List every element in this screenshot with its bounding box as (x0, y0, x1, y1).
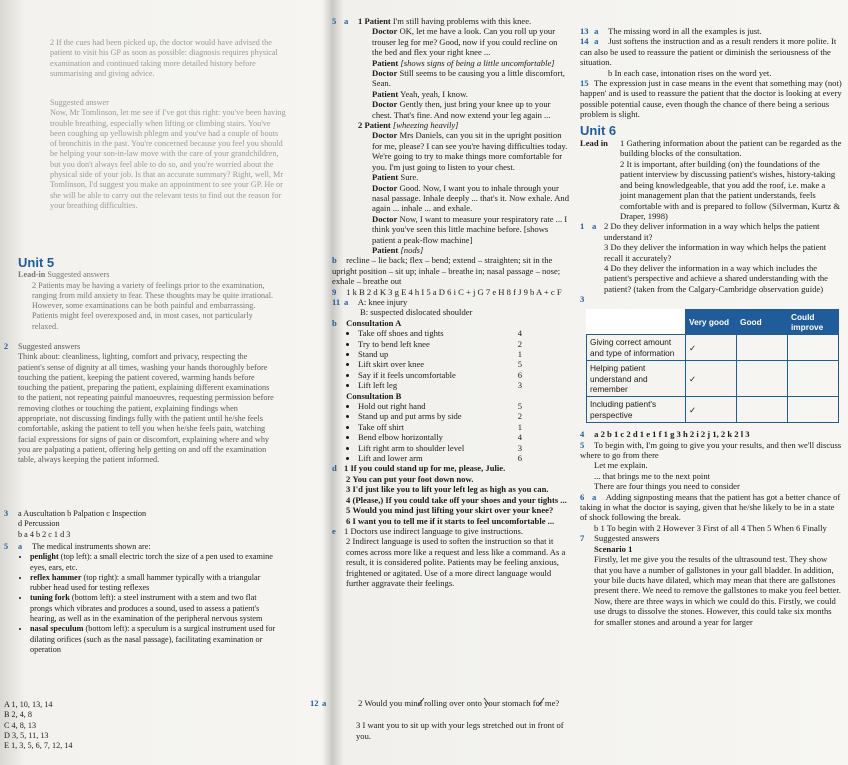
item-text: Would you mind just lifting your skirt over your knee? (352, 505, 554, 516)
exercise-text: A: knee injury (357, 296, 408, 307)
exercise-11 (332, 297, 570, 318)
exercises-13-15 (580, 26, 842, 627)
line-text: OK, let me have a look. Can you roll up your trouser leg for me? Good, now if you could recline on the bed and flex your right knee ... (372, 26, 558, 58)
list-item (358, 359, 570, 369)
step-text: • Take off shirt (358, 421, 405, 432)
exercise-sub: a (322, 698, 327, 708)
list-item (332, 516, 570, 526)
exercise-6 (580, 492, 842, 534)
list-item (332, 505, 570, 515)
list-item (332, 536, 570, 588)
unit5-section (18, 252, 278, 335)
exercise-text: a 2 b 1 c 2 d 1 e 1 f 1 g 3 h 2 i 2 j 1, 2 k 2 l 3 (594, 429, 750, 440)
list-item (30, 552, 276, 573)
indirect-language (332, 526, 570, 588)
step-text: • Bend elbow horizontally (358, 432, 443, 443)
exercise-5 (580, 440, 842, 492)
exercise-7 (580, 533, 842, 627)
faded-answer-block-2 (36, 98, 286, 211)
exercise-number: 1 (580, 221, 585, 232)
exercise-line: d Percussion (18, 519, 60, 529)
dialogue-line (358, 214, 570, 245)
answer-letter: B (4, 710, 10, 720)
line-text: I'm still having problems with this knee. (392, 16, 532, 26)
exercise-3 (4, 509, 276, 540)
list-item (358, 380, 570, 390)
step-text: • Try to bend left knee (358, 338, 430, 349)
step-order: 2 (517, 338, 522, 349)
item-text: I'd just like you to lift your left leg as high as you can. (352, 484, 549, 495)
answer-value: 2, 4, 8 (11, 710, 32, 720)
answer-letter: A (4, 700, 10, 709)
list-item (358, 411, 570, 421)
exercise-sub: a (344, 296, 349, 307)
speaker: Patient (372, 172, 399, 183)
dialogue-line (358, 58, 570, 68)
exercise-body: Think about: cleanliness, lighting, comfort and privacy, respecting the patient's sense of dignity at all times, washing your hands thoroughly before touching the patient, keeping the patient covered, warming hands before touching the patient, preparing the patient, explaining different examinations to the patient, not repeating painful manoeuvres, requesting permission before removing clothes or touching the patient, explaining findings when appropriate, not discussing findings fully with the patient until he/she feels comfortable, asking the patient to tell you when he/she feels pain, watching facial expressions for signs of pain or discomfort, explaining where and why you are palpating a patient, offering help getting on and off the examination table, always keeping the patient informed. (18, 352, 274, 465)
exercise-sub: b (332, 317, 337, 328)
item-number: 3 (604, 242, 609, 253)
list-item (4, 700, 204, 710)
exercise-number: 6 (580, 491, 585, 502)
list-item (358, 432, 570, 442)
tick-cell (788, 361, 839, 397)
row-label: Giving correct amount and type of information (587, 335, 686, 361)
list-item (30, 573, 276, 594)
exercise-sub: a (594, 26, 599, 36)
scenario-title: Scenario 1 (594, 543, 633, 554)
exercise-5 (4, 542, 276, 655)
item-number: 5 (346, 505, 351, 516)
column-header: Could improve (788, 309, 839, 335)
step-order: 4 (517, 432, 522, 443)
exercise-number: 14 (580, 36, 589, 47)
speaker: Patient (364, 120, 391, 131)
line-number: 1 (358, 16, 363, 26)
line-text: Gently then, just bring your knee up to your chest. That's fine. And now extend your leg again ... (372, 99, 551, 120)
list-item (358, 443, 570, 453)
item-text: Just softens the instruction and as a result renders it more polite. It can also be used to reassure the patient or diminish the seriousness of the situation. (580, 36, 837, 68)
answer-value: 3, 5, 11, 13 (11, 730, 49, 740)
scenario-text: Firstly, let me give you the results of the ultrasound test. They show that you have a number of gallstones in your gall bladder. In addition, your bile ducts have dilated, which may mean that there are gallstones present there. We need to remove the gallstones to make you feel better. Now, there are three ways in which we could do this. Firstly, we could use drugs to dissolve the stones. However, this could take six months for smaller stones and around a year for larger (594, 554, 841, 627)
leadin-answer: 2 Patients may be having a variety of feelings prior to the examination, ranging from mild anxiety to fear. These thoughts may be quite irrational. However, some examinations can be both painful and embarrassing. Patients might feel overexposed and, in most cases, not particularly relaxed. (32, 280, 274, 331)
speaker: Patient (372, 244, 399, 255)
step-text: • Lift left leg (358, 380, 398, 391)
line-text: [shows signs of being a little uncomfortable] (400, 57, 555, 68)
tick-cell: ✓ (686, 361, 737, 397)
list-item (358, 349, 570, 359)
item-number: 4 (604, 262, 609, 273)
item-number: 1 (344, 525, 349, 536)
dialogue-line (358, 245, 570, 255)
tick-cell: ✓ (686, 397, 737, 423)
item-text: Do they deliver the information in way which helps the patient recall it accurately? (604, 242, 827, 263)
dialogue-line (358, 26, 570, 57)
exercise-number: 9 (332, 286, 337, 297)
faded-answer-block-1 (50, 38, 282, 79)
leadin (580, 138, 842, 221)
table-header-row (587, 309, 839, 335)
speaker: Patient (364, 16, 391, 26)
step-order: 5 (517, 359, 522, 370)
tick-cell (788, 335, 839, 361)
step-text: • Stand up (358, 349, 389, 359)
exercise-9 (332, 287, 570, 297)
exercise-sub: a (592, 221, 597, 232)
step-order: 6 (517, 369, 522, 380)
speaker: Doctor (372, 68, 398, 79)
line-text: Good. Now, I want you to inhale through your nasal passage. Inhale deeply ... that's it. Now exhale. And again ... inhale ... and exhale. (372, 182, 570, 214)
exercise-text: 1 k B 2 d K 3 g E 4 h I 5 a D 6 i C + j G 7 e H 8 f J 9 b A + c F (346, 286, 562, 297)
list-item (4, 721, 204, 731)
item-number: 1 (344, 463, 349, 474)
exercise-sub: a (344, 16, 349, 26)
answer-value: 1, 3, 5, 6, 7, 12, 14 (11, 741, 73, 751)
exercise-heading: The medical instruments shown are: (31, 542, 151, 551)
exercise-text: B: suspected dislocated shoulder (360, 307, 473, 318)
item-text: Would you mind rolling over onto your stomach for me? (364, 698, 560, 708)
list-item (604, 221, 842, 242)
answer-letters (4, 700, 204, 751)
step-order: 6 (517, 453, 522, 464)
intonation-arrows (410, 694, 560, 710)
item-text: Do they deliver the information in a way which includes the patient's perspective and achieve a shared understanding with the patient? (taken from the Calgary-Cambridge observation guide) (604, 262, 828, 294)
answer-value: 4, 8, 13 (11, 720, 37, 730)
list-item (358, 453, 570, 463)
item-text: ... that brings me to the next point (594, 470, 710, 481)
list-item (4, 731, 204, 741)
answer-value: 1, 10, 13, 14 (11, 700, 53, 709)
tick-cell (788, 397, 839, 423)
instrument-term: tuning fork (30, 593, 70, 603)
item-text: b In each case, intonation rises on the word yet. (608, 67, 772, 78)
column-header: Good (737, 309, 788, 335)
item-text: Do they deliver information in a way which helps the patient understand it? (604, 221, 820, 242)
list-item (332, 526, 570, 536)
instrument-term: nasal speculum (30, 624, 84, 634)
line-text: Still seems to be causing you a little discomfort, Sean. (372, 68, 565, 89)
tick-cell: ✓ (686, 335, 737, 361)
exercise-sub: a (592, 491, 597, 502)
step-order: 3 (517, 380, 522, 391)
list-item (332, 474, 570, 484)
step-order: 2 (517, 411, 522, 422)
speaker: Patient (372, 88, 399, 99)
speaker: Doctor (372, 213, 398, 224)
list-item (620, 159, 842, 221)
exercise-heading: Suggested answers (594, 533, 660, 544)
list-item (358, 422, 570, 432)
step-order: 1 (517, 421, 522, 432)
leadin-label: Lead in (580, 138, 608, 149)
exercise-number: 5 (332, 16, 337, 26)
speaker: Doctor (372, 99, 398, 110)
item-text: Adding signposting means that the patient has got a better chance of taking in what the doctor is saying, given that he/she likely to be in a state of shock following the break. (580, 491, 841, 523)
step-order: 5 (517, 401, 522, 412)
leadin-label: Lead-in (18, 270, 46, 280)
consultation-title: Consultation B (346, 390, 402, 401)
unit-title: Unit 5 (18, 255, 55, 270)
exercise-number: 3 (580, 294, 585, 305)
exercise-2 (4, 342, 276, 466)
faded-text: Now, Mr Tomlinson, let me see if I've got this right: you've been having trouble breathing, especially when lifting or climbing stairs. You've been coughing up yellowish phlegm and you've had a couple of bouts of bronchitis in the past. You're concerned because you feel you should be helping your son-in-law move with the care of your grandchildren, but you don't always feel able to do so, and you're worried about the physical side of your job. Is that an accurate summary? Right, well, Mr Tomlinson, I'd suggest you make an appointment to see your GP. He or she will be able to carry out the relevant tests to find out the reason for your breathing difficulties. (50, 108, 286, 210)
exercise-number: 11 (332, 296, 341, 307)
speaker: Doctor (372, 182, 398, 193)
item-text: Gathering information about the patient can be regarded as the building blocks of the consultation. (620, 138, 842, 159)
exercise-sub: b (332, 255, 337, 266)
answer-letter: D (4, 730, 10, 740)
exercise-line: b a 4 b 2 c 1 d 3 (18, 529, 71, 539)
step-text: • Lift skirt over knee (358, 359, 425, 370)
tick-cell (737, 361, 788, 397)
item-number: 1 (620, 138, 625, 149)
faded-label: Suggested answer (50, 98, 109, 107)
speaker: Doctor (372, 130, 398, 141)
item-number: 2 (358, 698, 363, 708)
item-number: 2 (620, 158, 625, 169)
exercise-number: 12 (310, 698, 319, 708)
item-text: Doctors use indirect language to give instructions. (350, 525, 524, 536)
dialogue-block (332, 16, 570, 588)
exercise-3 (580, 294, 842, 423)
item-text: The missing word in all the examples is just. (608, 26, 762, 36)
list-item (620, 138, 842, 159)
item-number: 4 (346, 494, 351, 505)
exercise-label (332, 16, 356, 26)
list-item (4, 710, 204, 720)
line-text: [wheezing heavily] (392, 120, 459, 131)
dialogue-line (358, 183, 570, 214)
instrument-desc: (top right): a small hammer typically with a triangular rubber head used for testing reflexes (30, 572, 261, 593)
list-item (310, 720, 572, 741)
item-text: I want you to tell me if it starts to feel uncomfortable ... (352, 515, 555, 526)
item-text: You can put your foot down now. (352, 473, 474, 484)
faded-text: 2 If the cues had been picked up, the doctor would have advised the patient to visit his GP as soon as possible: diagnosis requires physical examination and continued taking more detailed history before summarising and giving advice. (50, 38, 278, 78)
list-item (4, 741, 204, 751)
list-item (332, 495, 570, 505)
list-item (30, 624, 276, 655)
exercise-sub: a (594, 36, 599, 47)
step-order: 3 (517, 442, 522, 453)
item-text: I want you to sit up with your legs stretched out in front of you. (356, 720, 564, 741)
exercise-number: 4 (580, 429, 585, 440)
line-text: Now, I want to measure your respiratory rate ... I think you've seen this little machine before. [shows patient a peak-flow machine] (372, 213, 568, 245)
step-text: • Lift right arm to shoulder level (358, 442, 465, 453)
instrument-desc: (bottom left): a steel instrument with a stem and two flat prongs which vibrates and produces a sound, used to assess a patient's hearing, as well as in the examination of the peripheral nervous system (30, 593, 263, 624)
exercise-number: 7 (580, 533, 585, 544)
dialogue-line (358, 172, 570, 182)
speaker: Doctor (372, 26, 398, 37)
list-item (580, 78, 842, 120)
list-item (580, 36, 842, 67)
list-item (358, 401, 570, 411)
instrument-desc: (bottom left): a speculum is a surgical instrument used for dilating orifices (such as the nasal passage), facilitating examination or operation (30, 624, 276, 654)
dialogue-line (358, 99, 570, 120)
polite-requests (332, 463, 570, 525)
exercise-number: 5 (580, 439, 585, 450)
step-order: 1 (517, 349, 522, 359)
exercise-heading: Suggested answers (18, 342, 81, 351)
tick-cell (737, 397, 788, 423)
exercise-line: a Auscultation b Palpation c Inspection (18, 509, 147, 518)
exercise-1 (580, 221, 842, 294)
dialogue-line (358, 120, 570, 130)
line-number: 2 (358, 120, 363, 131)
exercise-number: 15 (580, 78, 589, 89)
dialogue-line (358, 68, 570, 89)
exercise-sub: a (18, 542, 23, 551)
exercise-number: 2 (4, 342, 9, 351)
exercise-number: 13 (580, 26, 589, 36)
column-header: Very good (686, 309, 737, 335)
step-text: • Take off shoes and tights (358, 328, 444, 339)
step-text: • Stand up and put arms by side (358, 411, 462, 422)
list-item (604, 263, 842, 294)
line-text: Sure. (400, 172, 419, 183)
table-row (587, 361, 839, 397)
consultation-a (332, 318, 570, 391)
item-number: 3 (356, 720, 361, 731)
list-item (30, 593, 276, 624)
table-row (587, 397, 839, 423)
item-number: 2 (346, 473, 351, 484)
list-item (358, 370, 570, 380)
evaluation-table (586, 309, 839, 424)
dialogue-line (358, 16, 570, 26)
table-corner (587, 309, 686, 335)
item-text: If you could stand up for me, please, Julie. (350, 463, 506, 474)
item-number: 2 (604, 221, 609, 232)
list-item (332, 463, 570, 473)
dialogue-line (358, 89, 570, 99)
speaker: Patient (372, 57, 399, 68)
item-text: (Please,) If you could take off your shoes and your tights ... (352, 494, 567, 505)
line-text: Mrs Daniels, can you sit in the upright position for me, please? I can see you're having difficulties today. We're going to try to make things more comfortable for you. I'm just going to listen to your chest. (372, 130, 568, 172)
item-text: There are four things you need to consider (594, 481, 740, 492)
step-text: • Hold out right hand (358, 401, 426, 412)
step-text: • Say if it feels uncomfortable (358, 369, 456, 380)
item-number: 2 (346, 536, 351, 547)
leadin (18, 270, 278, 332)
definitions-text: recline – lie back; flex – bend; extend – straighten; sit in the upright position – sit up; inhale – breathe in; nasal passage – nose; exhale – breathe out (332, 255, 561, 287)
exercise-sub: d (332, 463, 337, 474)
instrument-desc: (top left): a small electric torch the size of a pen used to examine eyes, ears, etc. (30, 552, 273, 572)
instrument-term: penlight (30, 552, 59, 562)
exercise-4 (580, 429, 842, 439)
list-item (604, 242, 842, 263)
dialogue-line (358, 130, 570, 172)
step-text: • Lift and lower arm (358, 453, 423, 464)
tick-cell (737, 335, 788, 361)
item-text: To begin with, I'm going to give you your results, and then we'll discuss where to go from there (580, 439, 842, 461)
answer-letter: E (4, 741, 10, 751)
item-text: b 1 To begin with 2 However 3 First of all 4 Then 5 When 6 Finally (594, 522, 827, 533)
consultation-b (332, 391, 570, 464)
row-label: Helping patient understand and remember (587, 361, 686, 397)
exercise-sub: e (332, 525, 336, 536)
exercise-12 (310, 694, 572, 741)
list-item (580, 26, 842, 36)
item-number: 6 (346, 515, 351, 526)
instrument-list (4, 552, 276, 655)
list-item (332, 484, 570, 494)
exercise-number: 5 (4, 542, 9, 551)
instrument-term: reflex hammer (30, 572, 82, 582)
item-number: 3 (346, 484, 351, 495)
list-item (358, 328, 570, 338)
line-text: [nods] (400, 244, 424, 255)
item-text: The expression just in case means in the event that something may (not) happen' and is used to reassure the patient that the doctor is looking at every possible potential cause, even though the chance of there being a serious problem is slight. (580, 78, 842, 120)
item-text: It is important, after building (on) the foundations of the patient interview by discussing patient's wishes, history-taking and being knowledgeable, that you add the roof, i.e. make a joint management plan that the patient understands, feels comfortable with and is prepared to follow (Silverman, Kurtz & Draper, 1998) (620, 158, 841, 221)
line-text: Yeah, yeah, I know. (400, 88, 468, 99)
answer-letter: C (4, 720, 10, 730)
leadin-text: Suggested answers (47, 270, 110, 280)
table-row (587, 335, 839, 361)
row-label: Including patient's perspective (587, 397, 686, 423)
list-item (358, 339, 570, 349)
item-text: Let me explain. (594, 460, 648, 471)
item-text: Indirect language is used to soften the instruction so that it comes across more like a request and less like a command. As a result, it is considered polite. Patients may be feeling anxious, frightened or agitated. Use of a more direct language would further aggravate their feelings. (346, 536, 566, 588)
consultation-title: Consultation A (346, 317, 402, 328)
exercise-number: 3 (4, 509, 9, 518)
step-order: 4 (517, 328, 522, 339)
unit-title: Unit 6 (580, 122, 617, 138)
definitions (332, 255, 570, 286)
